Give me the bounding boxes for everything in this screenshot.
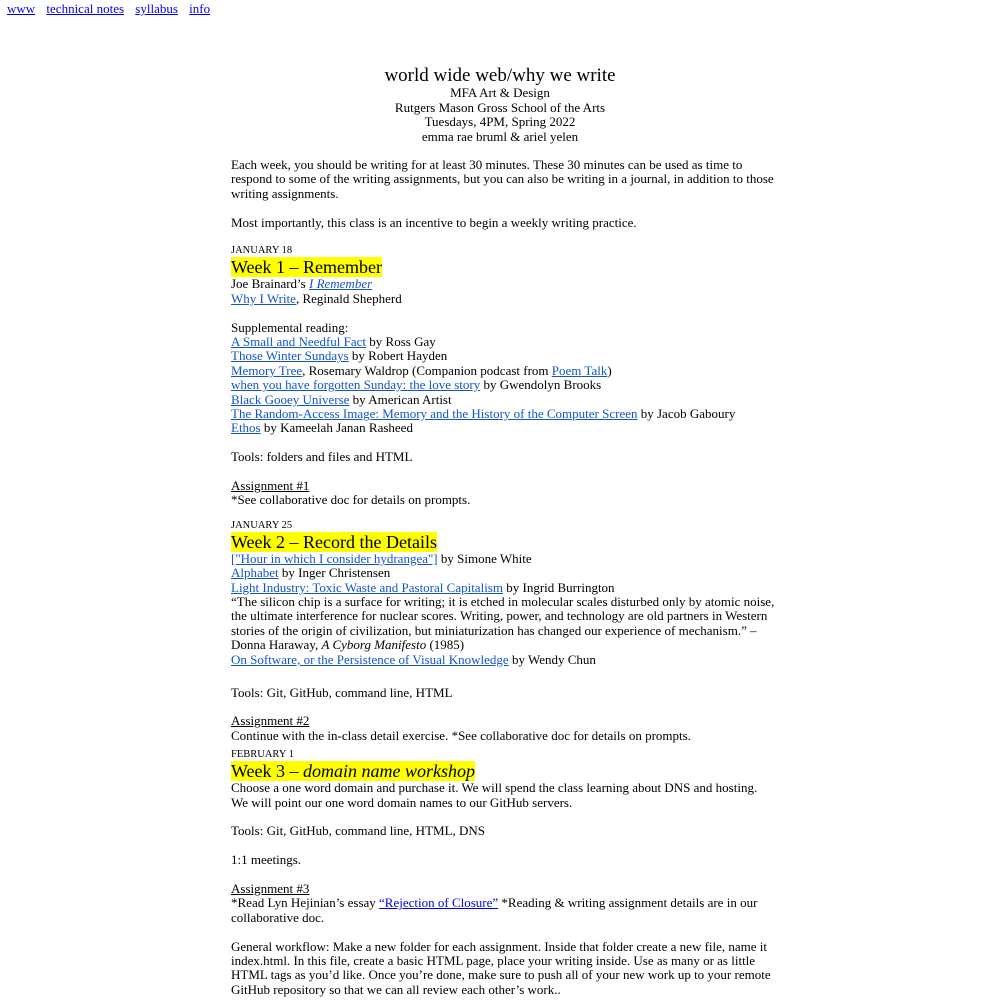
link-winter-sundays[interactable]: Those Winter Sundays <box>231 348 349 364</box>
instructors-line: emma rae bruml & ariel yelen <box>421 128 579 144</box>
link-hydrangea[interactable]: ["Hour in which I consider hydrangea"] <box>231 550 438 566</box>
link-memory-tree[interactable]: Memory Tree <box>231 362 303 378</box>
school-line: Rutgers Mason Gross School of the Arts <box>394 99 606 115</box>
link-ethos[interactable]: Ethos <box>231 420 261 436</box>
assignment-1-text: *See collaborative doc for details on prompts. <box>231 492 471 508</box>
nav-link-info[interactable]: info <box>189 1 211 16</box>
assignment-1-label: Assignment #1 <box>231 478 310 494</box>
week1-reading-2: Why I Write, Reginald Shepherd <box>231 290 402 306</box>
week1-tools: Tools: folders and files and HTML <box>231 449 413 465</box>
list-item: Black Gooey Universe by American Artist <box>231 391 452 407</box>
link-rejection-of-closure[interactable]: “Rejection of Closure” <box>379 895 499 911</box>
assignment-2-label: Assignment #2 <box>231 713 310 729</box>
list-item: ["Hour in which I consider hydrangea"] by Simone White <box>231 550 532 566</box>
list-item: Memory Tree, Rosemary Waldrop (Companion podcast from Poem Talk) <box>231 362 612 378</box>
link-why-i-write[interactable]: Why I Write <box>231 290 296 306</box>
week2-tools: Tools: Git, GitHub, command line, HTML <box>231 684 453 700</box>
page-header <box>0 66 1000 144</box>
assignment-2-text: Continue with the in-class detail exercise. *See collaborative doc for details on prompts. <box>231 727 691 743</box>
haraway-quote: “The silicon chip is a surface for writing; it is etched in molecular scales disturbed only by atomic noise, the ultimate interference for nuclear scores. Writing, power, and technology are old partners in Western stories of the origin of civilization, but miniaturization has changed our experience of mechanism.” – Donna Haraway, A Cyborg Manifesto (1985) <box>231 594 775 653</box>
week1-reading-1: Joe Brainard’s I Remember <box>231 276 373 292</box>
list-item: A Small and Needful Fact by Ross Gay <box>231 334 436 350</box>
link-small-needful-fact[interactable]: A Small and Needful Fact <box>231 334 367 350</box>
link-on-software[interactable]: On Software, or the Persistence of Visual Knowledge <box>231 651 509 667</box>
week3-title: Week 3 – domain name workshop <box>231 761 476 782</box>
list-item: On Software, or the Persistence of Visual Knowledge by Wendy Chun <box>231 651 596 667</box>
intro-paragraph: Each week, you should be writing for at least 30 minutes. These 30 minutes can be used as time to respond to some of the writing assignments, but you can also be writing in a journal, in addition to those writing assignments. <box>231 157 774 201</box>
program-line: MFA Art & Design <box>450 85 550 100</box>
nav-link-technical-notes[interactable]: technical notes <box>46 1 125 16</box>
link-black-gooey[interactable]: Black Gooey Universe <box>231 391 350 407</box>
link-alphabet[interactable]: Alphabet <box>231 565 279 581</box>
week1-title: Week 1 – Remember <box>231 257 382 278</box>
list-item: Light Industry: Toxic Waste and Pastoral Capitalism by Ingrid Burrington <box>231 579 615 595</box>
list-item: Alphabet by Inger Christensen <box>231 565 391 581</box>
link-forgotten-sunday[interactable]: when you have forgotten Sunday: the love story <box>231 377 481 393</box>
nav-link-syllabus[interactable]: syllabus <box>135 1 178 16</box>
list-item: Those Winter Sundays by Robert Hayden <box>231 348 448 364</box>
page-title: world wide web/why we write <box>384 65 616 86</box>
week3-description: Choose a one word domain and purchase it. We will spend the class learning about DNS and hosting. We will point our one word domain names to our GitHub servers. <box>231 780 758 810</box>
list-item: Ethos by Kameelah Janan Rasheed <box>231 420 413 436</box>
week3-date: FEBRUARY 1 <box>231 749 294 761</box>
schedule-line: Tuesdays, 4PM, Spring 2022 <box>424 114 576 129</box>
link-i-remember[interactable]: I Remember <box>308 276 373 292</box>
week2-date: JANUARY 25 <box>231 519 293 531</box>
link-random-access-image[interactable]: The Random-Access Image: Memory and the History of the Computer Screen <box>231 406 638 422</box>
intro-paragraph-2: Most importantly, this class is an incentive to begin a weekly writing practice. <box>231 214 637 230</box>
supplemental-label: Supplemental reading: <box>231 319 349 335</box>
list-item: when you have forgotten Sunday: the love story by Gwendolyn Brooks <box>231 377 602 393</box>
syllabus-content <box>231 158 776 997</box>
link-poem-talk[interactable]: Poem Talk <box>551 362 608 378</box>
week3-meetings: 1:1 meetings. <box>231 852 302 868</box>
nav-link-www[interactable]: www <box>7 1 36 16</box>
top-nav <box>7 2 218 16</box>
week1-date: JANUARY 18 <box>231 245 293 257</box>
link-light-industry[interactable]: Light Industry: Toxic Waste and Pastoral Capitalism <box>231 579 503 595</box>
week2-title: Week 2 – Record the Details <box>231 531 437 552</box>
assignment-3-label: Assignment #3 <box>231 880 310 896</box>
week3-tools: Tools: Git, GitHub, command line, HTML, DNS <box>231 823 486 839</box>
assignment-3-text: *Read Lyn Hejinian’s essay “Rejection of Closure” *Reading & writing assignment details are in our collaborative doc. <box>231 895 758 925</box>
general-workflow: General workflow: Make a new folder for each assignment. Inside that folder create a new file, name it index.html. In this file, create a basic HTML page, place your writing inside. Use as many or as little HTML tags as you’d like. Once you’re done, make sure to push all of your new work up to your remote GitHub repository so that we can all review each other’s work.. <box>231 938 771 997</box>
list-item: The Random-Access Image: Memory and the History of the Computer Screen by Jacob Gaboury <box>231 406 736 422</box>
